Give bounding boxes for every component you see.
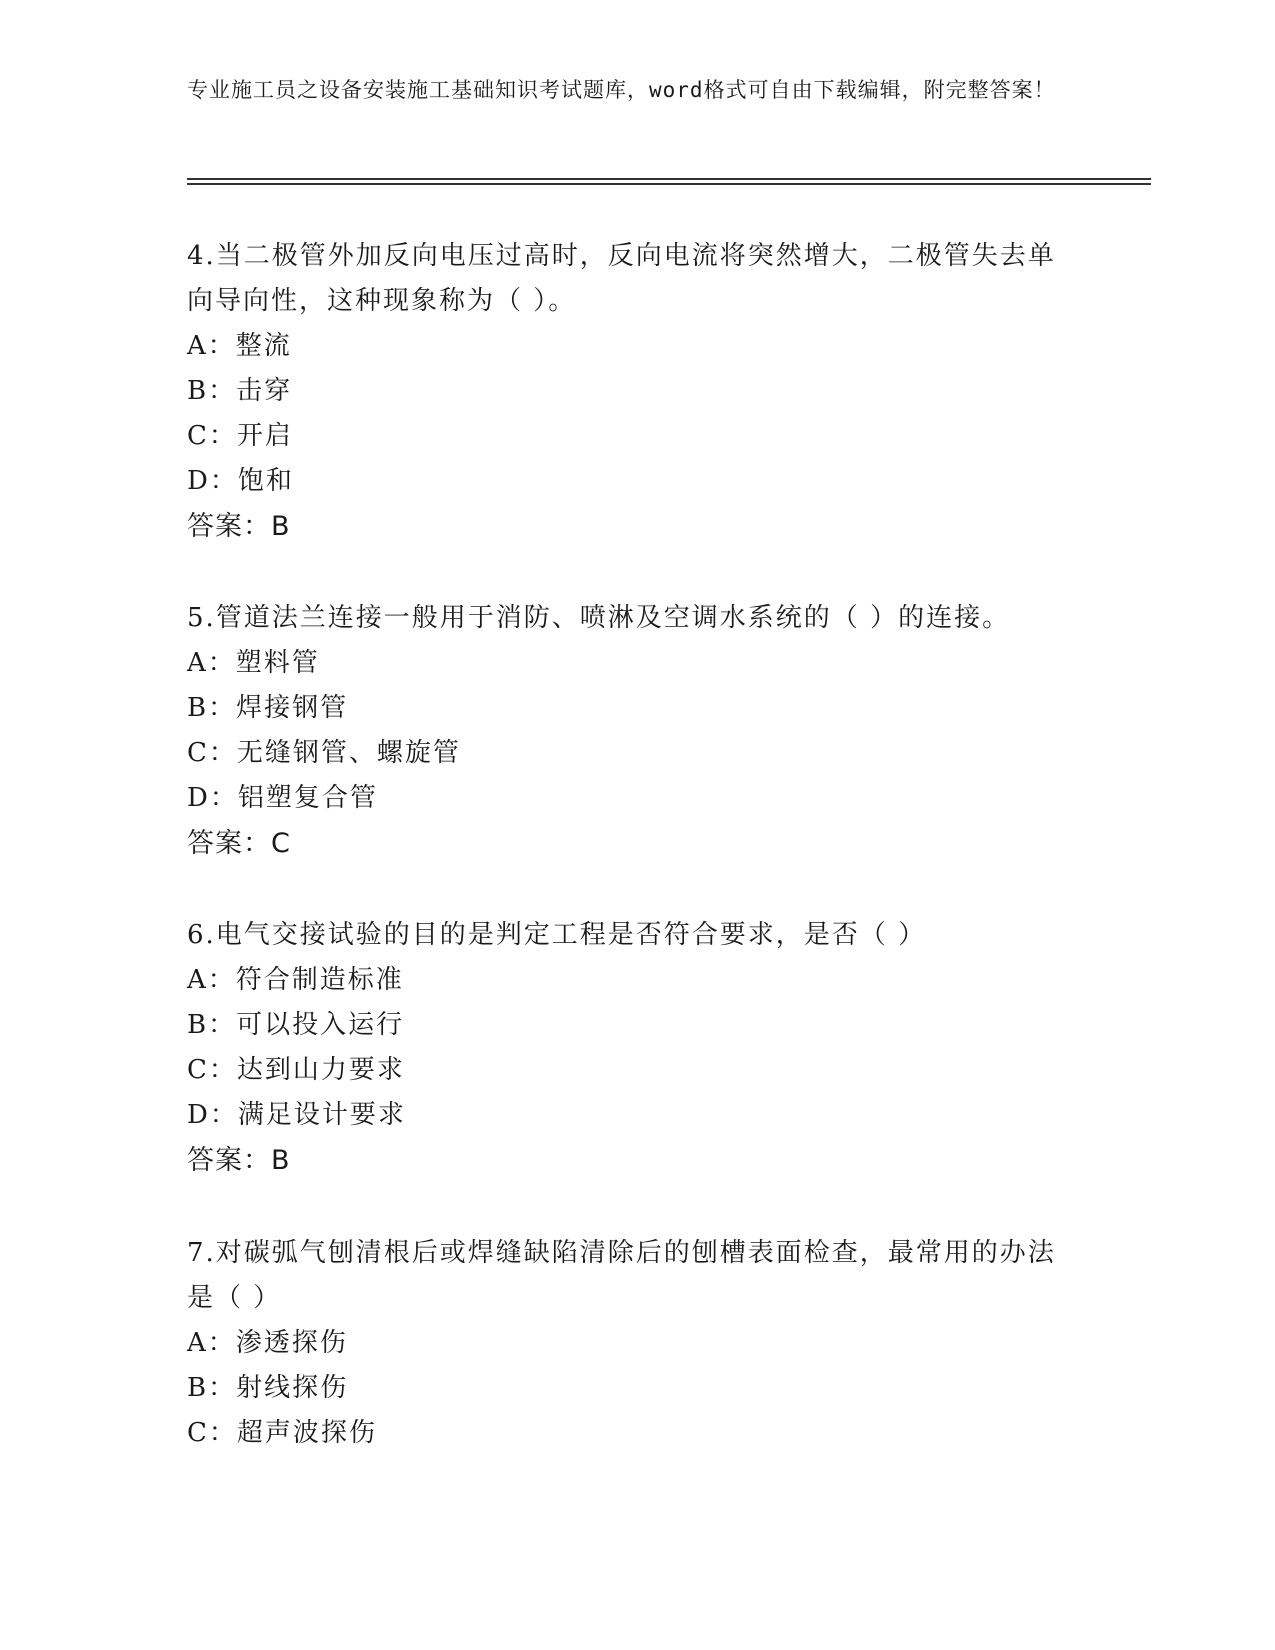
option-b: B：击穿: [187, 376, 293, 406]
answer-line: 答案：C: [187, 828, 291, 859]
question-4: [187, 234, 1067, 549]
option-b: B：射线探伤: [187, 1373, 349, 1403]
option-b: B：可以投入运行: [187, 1010, 405, 1040]
option-c: C：无缝钢管、螺旋管: [187, 738, 461, 768]
document-header: 专业施工员之设备安装施工基础知识考试题库，word格式可自由下载编辑，附完整答案！: [187, 78, 1056, 102]
answer-line: 答案：B: [187, 511, 291, 542]
option-c: C：达到山力要求: [187, 1055, 405, 1085]
option-a: A：整流: [187, 331, 292, 361]
option-c: C：开启: [187, 421, 293, 451]
header-divider-top: [187, 178, 1151, 180]
option-a: A：符合制造标准: [187, 965, 404, 995]
option-d: D：铝塑复合管: [187, 783, 378, 813]
option-b: B：焊接钢管: [187, 693, 349, 723]
question-stem: 5.管道法兰连接一般用于消防、喷淋及空调水系统的（ ）的连接。: [187, 603, 1011, 633]
option-a: A：塑料管: [187, 648, 320, 678]
question-stem: 6.电气交接试验的目的是判定工程是否符合要求，是否（ ）: [187, 920, 927, 950]
question-7: [187, 1231, 1067, 1456]
answer-line: 答案：B: [187, 1145, 291, 1176]
question-5: [187, 596, 1067, 866]
question-stem: 7.对碳弧气刨清根后或焊缝缺陷清除后的刨槽表面检查，最常用的办法是（ ）: [187, 1238, 1056, 1313]
option-d: D：饱和: [187, 466, 294, 496]
question-stem: 4.当二极管外加反向电压过高时，反向电流将突然增大，二极管失去单向导向性，这种现象称为（ ）。: [187, 241, 1056, 316]
option-c: C：超声波探伤: [187, 1418, 377, 1448]
header-divider-bottom: [187, 183, 1151, 185]
question-6: [187, 913, 1067, 1183]
option-d: D：满足设计要求: [187, 1100, 406, 1130]
option-a: A：渗透探伤: [187, 1328, 348, 1358]
